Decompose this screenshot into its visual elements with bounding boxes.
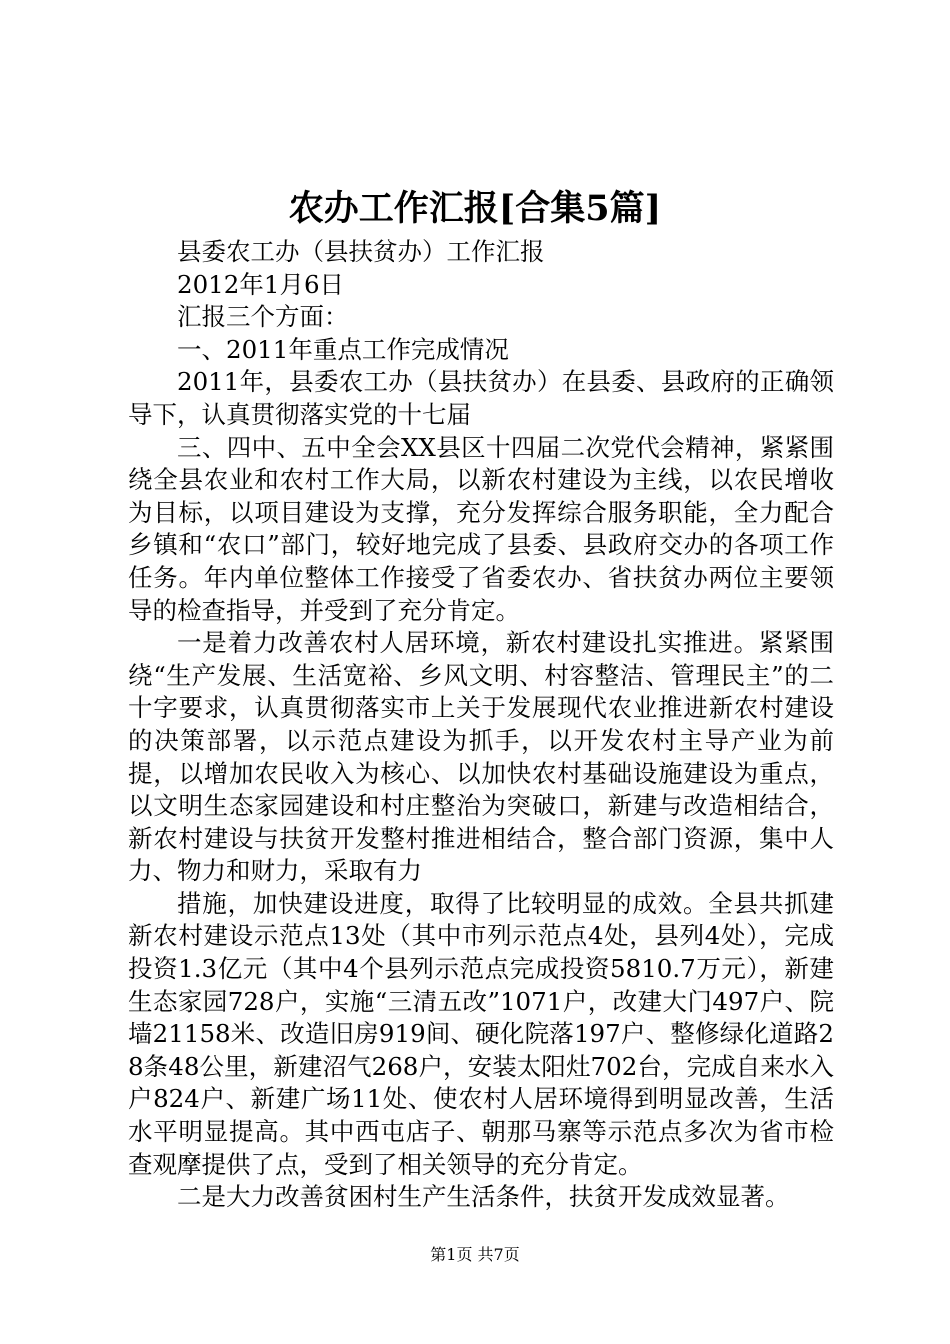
paragraph-body: 三、四中、五中全会XX县区十四届二次党代会精神，紧紧围绕全县农业和农村工作大局，以新农村建设为主线，以农民增收为目标，以项目建设为支撑，充分发挥综合服务职能，全力配合乡镇和“农口”部门，较好地完成了县委、县政府交办的各项工作任务。年内单位整体工作接受了省委农办、省扶贫办两位主要领导的检查指导，并受到了充分肯定。 xyxy=(128,432,834,625)
document-body xyxy=(128,236,834,1214)
paragraph-body: 措施，加快建设进度，取得了比较明显的成效。全县共抓建新农村建设示范点13处（其中市列示范点4处，县列4处），完成投资1.3亿元（其中4个县列示范点完成投资5810.7万元），新建生态家园728户，实施“三清五改”1071户，改建大门497户、院墙21158米、改造旧房919间、硬化院落197户、整修绿化道路28条48公里，新建沼气268户，安装太阳灶702台，完成自来水入户824户、新建广场11处、使农村人居环境得到明显改善，生活水平明显提高。其中西屯店子、朝那马寨等示范点多次为省市检查观摩提供了点，受到了相关领导的充分肯定。 xyxy=(128,888,834,1179)
page-footer: 第1页 共7页 xyxy=(430,1245,520,1264)
document-title: 农办工作汇报[合集5篇] xyxy=(288,188,662,229)
paragraph-body: 二是大力改善贫困村生产生活条件，扶贫开发成效显著。 xyxy=(177,1182,790,1212)
paragraph-heading-office: 县委农工办（县扶贫办）工作汇报 xyxy=(177,237,545,266)
paragraph-body: 一是着力改善农村人居环境，新农村建设扎实推进。紧紧围绕“生产发展、生活宽裕、乡风文明、村容整洁、管理民主”的二十字要求，认真贯彻落实市上关于发展现代农业推进新农村建设的决策部署，以示范点建设为抓手，以开发农村主导产业为前提，以增加农民收入为核心、以加快农村基础设施建设为重点，以文明生态家园建设和村庄整治为突破口，新建与改造相结合，新农村建设与扶贫开发整村推进相结合，整合部门资源，集中人力、物力和财力，采取有力 xyxy=(128,628,834,886)
paragraph-section-heading: 一、2011年重点工作完成情况 xyxy=(177,334,509,364)
paragraph-body: 2011年，县委农工办（县扶贫办）在县委、县政府的正确领导下，认真贯彻落实党的十七届 xyxy=(128,367,834,429)
paragraph-intro: 汇报三个方面： xyxy=(177,302,349,332)
paragraph-date: 2012年1月6日 xyxy=(177,269,345,299)
